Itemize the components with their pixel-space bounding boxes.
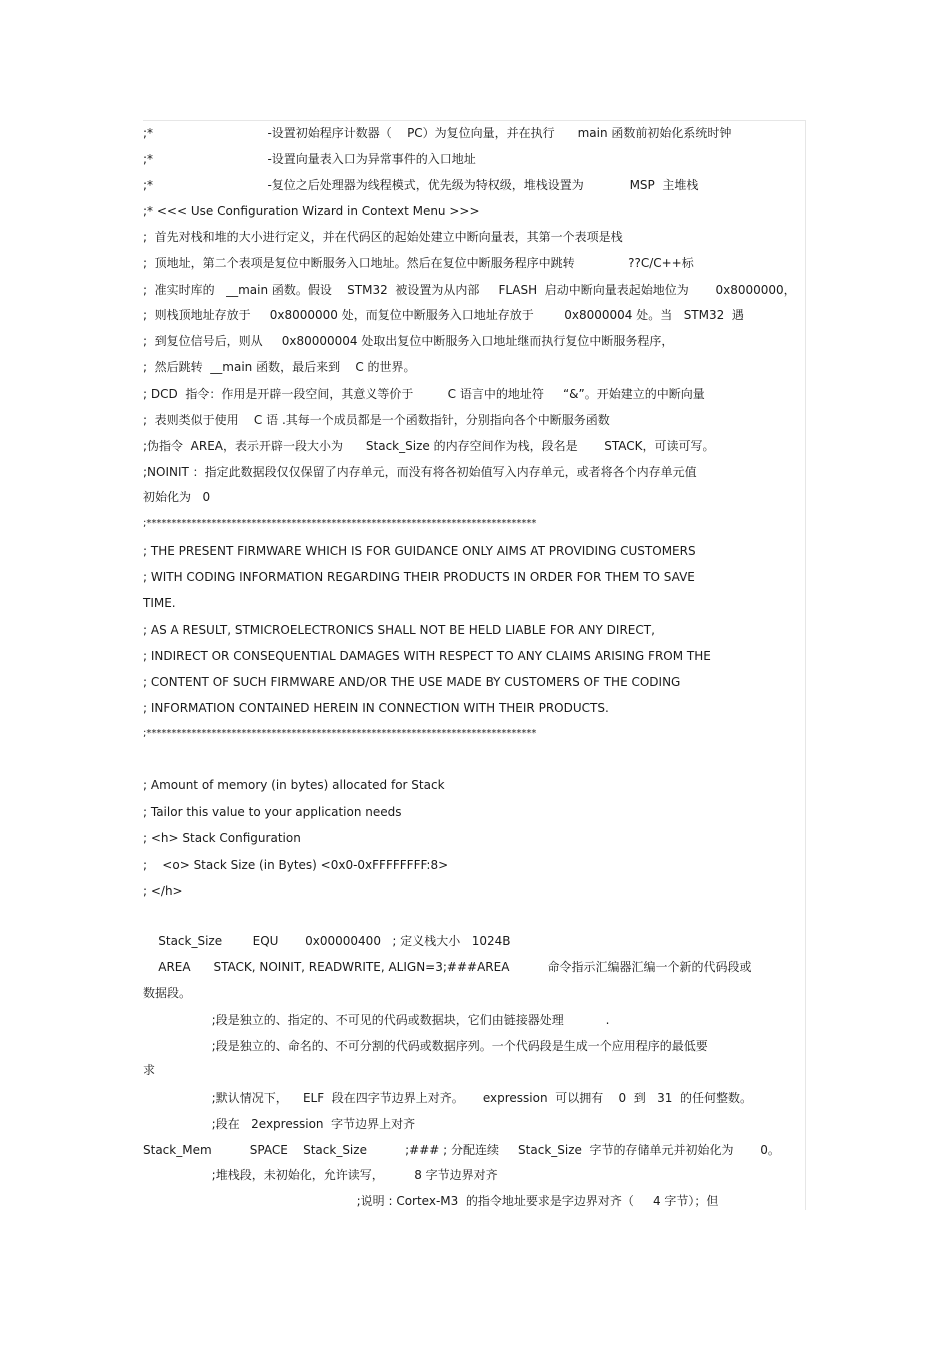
separator-line: ;****************************************************************************** [143, 518, 537, 529]
code-line: ; 表则类似于使用 C 语 .其每一个成员都是一个函数指针，分别指向各个中断服务函数 [143, 413, 610, 427]
code-line: ; 然后跳转 __main 函数，最后来到 C 的世界。 [143, 360, 416, 374]
code-line: 初始化为 0 [143, 490, 211, 504]
code-line: ;* -复位之后处理器为线程模式，优先级为特权级，堆栈设置为 MSP 主堆栈 [143, 178, 699, 192]
code-line: 求 [143, 1063, 156, 1077]
separator-line: ;****************************************************************************** [143, 728, 537, 739]
code-line: ; <h> Stack Configuration [143, 831, 301, 845]
code-line: ; 到复位信号后，则从 0x80000004 处取出复位中断服务入口地址继而执行复位中断服务程序， [143, 334, 674, 348]
code-line: ; INFORMATION CONTAINED HEREIN IN CONNECTION WITH THEIR PRODUCTS. [143, 701, 609, 715]
code-line: ; DCD 指令：作用是开辟一段空间，其意义等价于 C 语言中的地址符 “&”。开始建立的中断向量 [143, 387, 705, 401]
code-line: Stack_Mem SPACE Stack_Size ;### ; 分配连续 Stack_Size 字节的存储单元并初始化为 0。 [143, 1143, 780, 1157]
code-line: ;段是独立的、指定的、不可见的代码或数据块，它们由链接器处理 . [143, 1013, 610, 1027]
code-line: ; Tailor this value to your application needs [143, 805, 402, 819]
code-line: ; Amount of memory (in bytes) allocated for Stack [143, 778, 445, 792]
code-line: ; 顶地址，第二个表项是复位中断服务入口地址。然后在复位中断服务程序中跳转 ??C/C++标 [143, 256, 694, 270]
code-line: ;NOINIT ：指定此数据段仅仅保留了内存单元，而没有将各初始值写入内存单元，或者将各个内存单元值 [143, 465, 697, 479]
code-line: AREA STACK, NOINIT, READWRITE, ALIGN=3;###AREA 命令指示汇编器汇编一个新的代码段或 [143, 960, 752, 974]
code-line: ;段在 2expression 字节边界上对齐 [143, 1117, 416, 1131]
code-line: ; INDIRECT OR CONSEQUENTIAL DAMAGES WITH RESPECT TO ANY CLAIMS ARISING FROM THE [143, 649, 711, 663]
code-line: ;堆栈段，未初始化，允许读写， 8 字节边界对齐 [143, 1168, 498, 1182]
code-line: ; CONTENT OF SUCH FIRMWARE AND/OR THE USE MADE BY CUSTOMERS OF THE CODING [143, 675, 681, 689]
code-line: ;默认情况下， ELF 段在四字节边界上对齐。 expression 可以拥有 0 到 31 的任何整数。 [143, 1091, 753, 1105]
code-line: Stack_Size EQU 0x00000400 ; 定义栈大小 1024B [143, 934, 511, 948]
code-line: 数据段。 [143, 986, 192, 1000]
code-line: ;* -设置初始程序计数器（ PC）为复位向量，并在执行 main 函数前初始化系统时钟 [143, 126, 732, 140]
code-line: ; 准实时库的 __main 函数。假设 STM32 被设置为从内部 FLASH 启动中断向量表起始地位为 0x8000000， [143, 283, 796, 297]
code-line: ;说明 : Cortex-M3 的指令地址要求是字边界对齐（ 4 字节）；但 [143, 1194, 719, 1208]
code-line: ;* -设置向量表入口为异常事件的入口地址 [143, 152, 476, 166]
code-line: ; 首先对栈和堆的大小进行定义，并在代码区的起始处建立中断向量表，其第一个表项是栈 [143, 230, 623, 244]
code-line: ; <o> Stack Size (in Bytes) <0x0-0xFFFFFFFF:8> [143, 858, 449, 872]
code-line: TIME. [143, 596, 176, 610]
code-line: ; </h> [143, 884, 183, 898]
code-line: ; THE PRESENT FIRMWARE WHICH IS FOR GUIDANCE ONLY AIMS AT PROVIDING CUSTOMERS [143, 544, 696, 558]
code-line: ; 则栈顶地址存放于 0x8000000 处，而复位中断服务入口地址存放于 0x8000004 处。当 STM32 遇 [143, 308, 744, 322]
code-line: ;段是独立的、命名的、不可分割的代码或数据序列。一个代码段是生成一个应用程序的最低要 [143, 1039, 708, 1053]
code-line: ; AS A RESULT, STMICROELECTRONICS SHALL NOT BE HELD LIABLE FOR ANY DIRECT, [143, 623, 655, 637]
code-line: ; WITH CODING INFORMATION REGARDING THEIR PRODUCTS IN ORDER FOR THEM TO SAVE [143, 570, 695, 584]
code-line: ;* <<< Use Configuration Wizard in Context Menu >>> [143, 204, 480, 218]
code-line: ;伪指令 AREA，表示开辟一段大小为 Stack_Size 的内存空间作为栈，段名是 STACK，可读可写。 [143, 439, 715, 453]
